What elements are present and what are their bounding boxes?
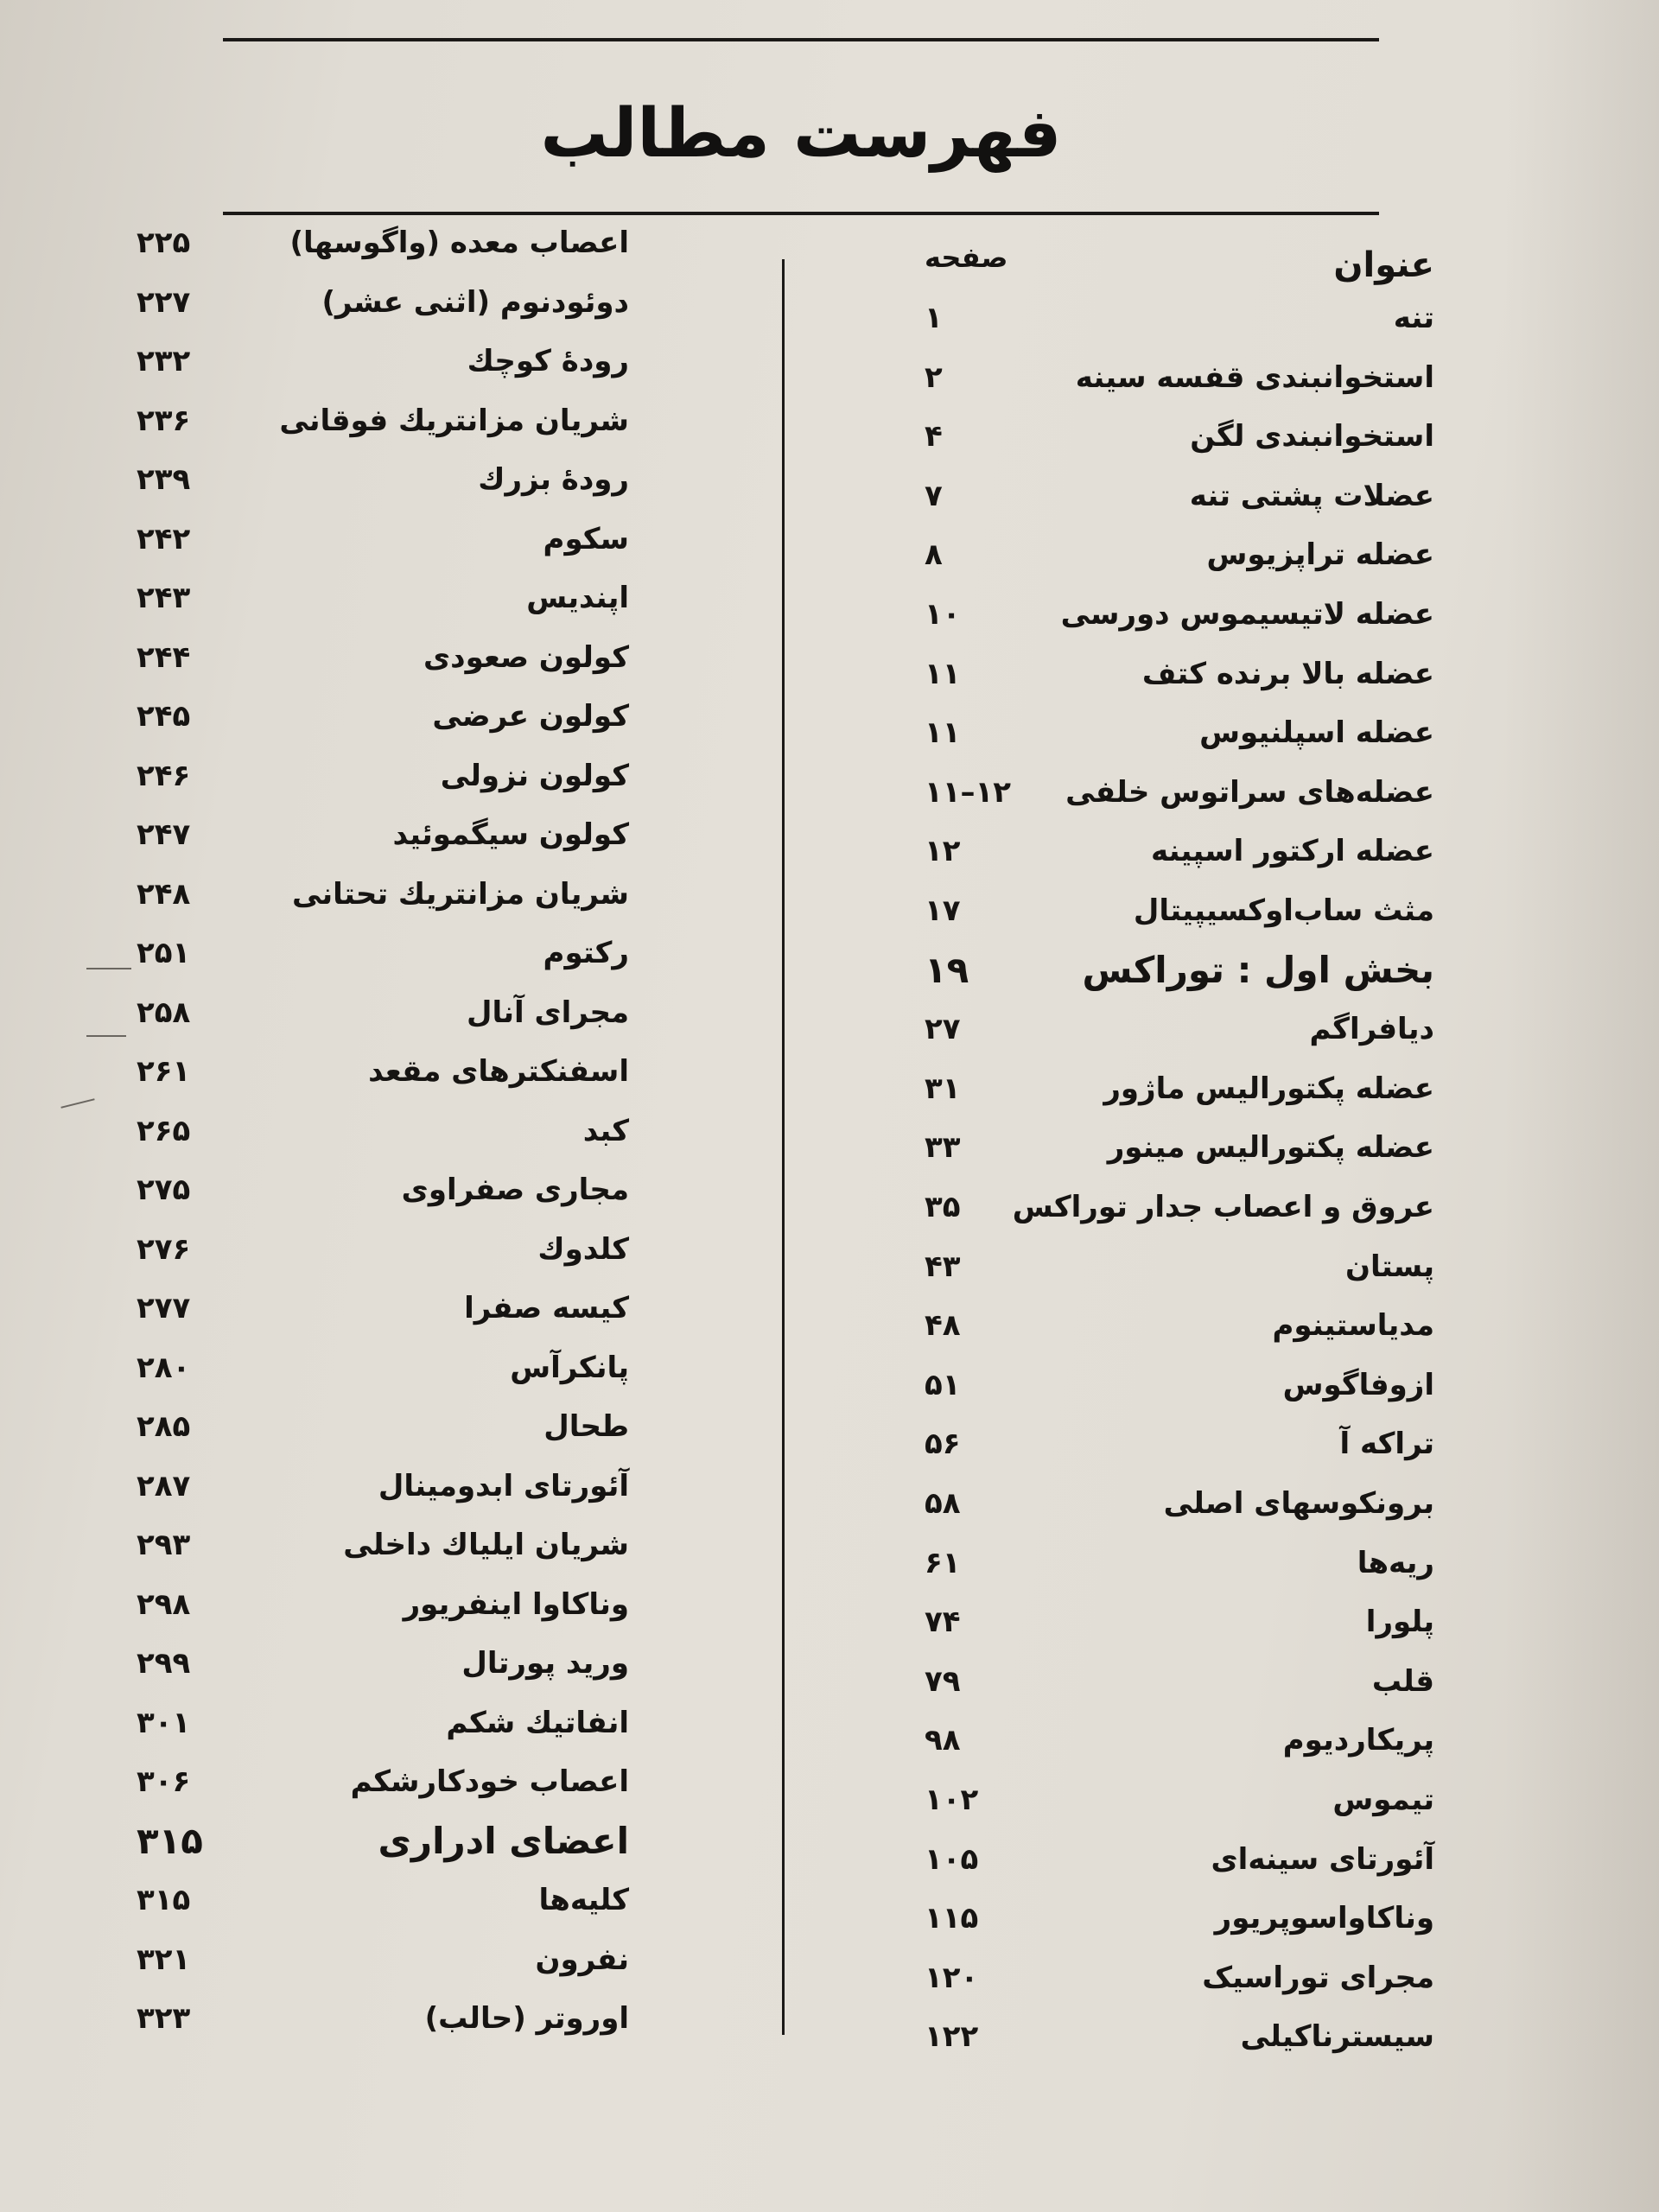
entry-title: شریان مزانتریك تحتانی: [292, 876, 629, 912]
toc-entry: [137, 511, 629, 568]
entry-page-number: ۲۴۷: [137, 817, 191, 852]
entry-page-number: ۲۴۲: [137, 521, 191, 556]
entry-page-number: ۲۷: [925, 1012, 961, 1047]
entry-page-number: ۷۴: [925, 1605, 961, 1640]
entry-page-number: ۲۵۱: [137, 936, 191, 970]
entry-page-number: ۲۸۰: [137, 1350, 191, 1385]
toc-entry: [137, 629, 629, 686]
column-divider: [782, 259, 785, 2035]
entry-title: پستان: [1344, 1249, 1434, 1284]
entry-title: اپندیس: [526, 581, 629, 615]
entry-page-number: ۱۹: [925, 948, 969, 991]
toc-entry: [925, 1593, 1434, 1650]
entry-title: قلب: [1371, 1663, 1434, 1699]
toc-entry: [925, 1535, 1434, 1592]
top-rule: [223, 38, 1379, 41]
entry-page-number: ۱۷: [925, 893, 961, 928]
toc-entry: [925, 1415, 1434, 1472]
entry-page-number: ۲۹۹: [137, 1646, 191, 1681]
page-shadow: [1503, 0, 1659, 2212]
toc-entry: [137, 1280, 629, 1337]
entry-page-number: ۲۴۶: [137, 758, 191, 793]
toc-entry: [925, 1357, 1434, 1414]
toc-entry: [137, 925, 629, 982]
entry-page-number: ۳۵: [925, 1190, 961, 1224]
entry-page-number: ۴۸: [925, 1308, 961, 1344]
entry-page-number: ۳۲۳: [137, 2001, 191, 2036]
entry-page-number: ۲۴۴: [137, 639, 191, 675]
toc-entry: [925, 1475, 1434, 1532]
toc-entry: [925, 823, 1434, 880]
toc-entry: [137, 688, 629, 745]
entry-page-number: ۱۲: [925, 834, 961, 869]
toc-entry: [137, 1576, 629, 1633]
entry-title: وناکاوا اینفریور: [403, 1586, 629, 1622]
entry-page-number: ۴۳: [925, 1249, 961, 1284]
entry-title: رکتوم: [543, 936, 629, 970]
entry-page-number: ۷۹: [925, 1663, 961, 1699]
entry-page-number: ۱: [925, 301, 943, 335]
toc-entry: [925, 1949, 1434, 2006]
entry-page-number: ۱۱: [925, 656, 961, 691]
entry-page-number: ۲: [925, 359, 943, 395]
entry-title: پانکرآس: [510, 1350, 629, 1385]
toc-entry: [925, 1119, 1434, 1176]
entry-page-number: ۲۲۷: [137, 284, 191, 320]
entry-page-number: ۲۴۵: [137, 699, 191, 734]
header-title-label: عنوان: [1333, 245, 1434, 285]
entry-page-number: ۲۶۵: [137, 1113, 191, 1148]
entry-page-number: ۱۰۲: [925, 1783, 979, 1817]
entry-title: شریان ایلیاك داخلی: [343, 1528, 629, 1562]
entry-page-number: ۶۱: [925, 1545, 961, 1580]
entry-title: نفرون: [535, 1942, 629, 1977]
entry-title: کولون سیگموئید: [392, 817, 629, 852]
entry-title: کلیه‌ها: [538, 1883, 629, 1917]
toc-entry: [925, 1001, 1434, 1058]
entry-page-number: ۵۱: [925, 1367, 961, 1402]
toc-entry: [137, 274, 629, 331]
entry-title: کلدوك: [537, 1231, 629, 1267]
toc-section-heading: [137, 1813, 629, 1870]
entry-title: اعصاب معده (واگوسها): [289, 226, 629, 260]
entry-title: آئورتای ابدومینال: [378, 1468, 629, 1503]
toc-entry: [137, 1872, 629, 1929]
toc-entry: [925, 1297, 1434, 1354]
entry-title: دیافراگم: [1309, 1012, 1434, 1047]
toc-entry: [137, 214, 629, 271]
entry-page-number: ۲۳۶: [137, 403, 191, 438]
toc-entry: [925, 1060, 1434, 1117]
entry-title: کیسه صفرا: [464, 1291, 629, 1325]
header-page-label: صفحه: [925, 241, 1008, 274]
entry-title: مجرای آنال: [466, 995, 629, 1030]
entry-page-number: ۱۱: [925, 715, 961, 751]
entry-page-number: ۳۱۵: [137, 1819, 203, 1862]
toc-entry: [137, 1398, 629, 1455]
page-title: فهرست مطالب: [540, 95, 1062, 173]
entry-page-number: ۱۰۵: [925, 1841, 979, 1877]
entry-page-number: ۲۷۵: [137, 1173, 191, 1207]
entry-title: دوئودنوم (اثنی عشر): [321, 284, 629, 320]
pencil-mark: [60, 1098, 94, 1109]
entry-page-number: ۲۳۹: [137, 462, 191, 497]
entry-title: عضلات پشتی تنه: [1189, 478, 1434, 513]
toc-entry: [925, 1890, 1434, 1947]
toc-entry: [925, 764, 1434, 821]
entry-title: کولون صعودی: [423, 639, 629, 675]
toc-entry: [137, 333, 629, 390]
toc-entry: [137, 1635, 629, 1692]
entry-page-number: ۵۶: [925, 1427, 961, 1462]
toc-entry: [925, 289, 1434, 346]
toc-entry: [137, 1339, 629, 1396]
toc-entry: [925, 1179, 1434, 1236]
entry-title: عضله ارکتور اسپینه: [1150, 834, 1434, 869]
entry-title: عضله‌های سراتوس خلفی: [1065, 774, 1434, 810]
entry-title: برونکوسهای اصلی: [1163, 1486, 1434, 1521]
entry-title: سکوم: [543, 521, 629, 556]
entry-page-number: ۲۴۸: [137, 876, 191, 912]
toc-section-heading: [925, 942, 1434, 999]
toc-entry: [137, 1221, 629, 1278]
pencil-mark: [86, 1035, 126, 1037]
entry-page-number: ۲۵۸: [137, 995, 191, 1030]
entry-title: اعصاب خودکارشکم: [350, 1764, 629, 1799]
toc-entry: [137, 392, 629, 449]
entry-title: تنه: [1393, 301, 1434, 335]
entry-page-number: ۲۹۳: [137, 1528, 191, 1562]
entry-page-number: ۷: [925, 478, 943, 513]
entry-page-number: ۲۷۶: [137, 1231, 191, 1267]
toc-entry: [137, 806, 629, 863]
toc-entry: [137, 1931, 629, 1988]
entry-page-number: ۸: [925, 537, 943, 573]
toc-entry: [925, 645, 1434, 702]
toc-entry: [137, 1161, 629, 1218]
entry-page-number: ۲۳۲: [137, 344, 191, 378]
entry-page-number: ۳۰۱: [137, 1705, 191, 1740]
entry-title: پریکاردیوم: [1282, 1723, 1434, 1758]
entry-title: عضله تراپزیوس: [1206, 537, 1434, 573]
entry-title: کبد: [582, 1113, 629, 1148]
toc-entry: [925, 349, 1434, 406]
entry-title: تراکه آ: [1339, 1427, 1434, 1462]
entry-title: عضله اسپلنیوس: [1199, 715, 1434, 751]
toc-entry: [925, 704, 1434, 761]
toc-entry: [137, 984, 629, 1041]
toc-entry: [925, 1238, 1434, 1295]
entry-page-number: ۲۹۸: [137, 1586, 191, 1622]
entry-title: مثث ساب‌اوکسیپیتال: [1133, 893, 1434, 928]
entry-page-number: ۱۰: [925, 597, 961, 632]
entry-title: شریان مزانتریك فوقانی: [279, 403, 629, 438]
entry-page-number: ۳۳: [925, 1130, 961, 1166]
entry-page-number: ۳۰۶: [137, 1764, 191, 1799]
entry-title: ازوفاگوس: [1282, 1367, 1434, 1402]
entry-title: تیموس: [1332, 1783, 1434, 1817]
toc-entry: [137, 1516, 629, 1573]
entry-title: اعضای ادراری: [378, 1819, 629, 1862]
entry-title: عضله پکتورالیس مینور: [1107, 1130, 1434, 1166]
entry-page-number: ۳۲۱: [137, 1942, 191, 1977]
entry-page-number: ۱۲۲: [925, 2019, 979, 2055]
entry-page-number: ۱۲۰: [925, 1960, 979, 1995]
entry-title: عضله پکتورالیس ماژور: [1103, 1071, 1434, 1106]
entry-page-number: ۵۸: [925, 1486, 961, 1521]
entry-title: رودهٔ بزرك: [478, 462, 629, 497]
toc-entry: [925, 1831, 1434, 1888]
toc-entry: [925, 1771, 1434, 1828]
entry-title: اوروتر (حالب): [424, 2001, 629, 2036]
entry-page-number: ۴: [925, 419, 943, 454]
toc-entry: [925, 467, 1434, 524]
entry-title: مجاری صفراوی: [401, 1173, 629, 1207]
toc-entry: [137, 1458, 629, 1515]
entry-title: کولون عرضی: [432, 699, 629, 734]
entry-title: سیسترناکیلی: [1240, 2019, 1434, 2055]
entry-title: مجرای توراسیک: [1202, 1960, 1434, 1995]
entry-title: رودهٔ کوچك: [467, 344, 629, 378]
entry-title: وناکاواسوپریور: [1214, 1901, 1434, 1936]
entry-page-number: ۲۸۷: [137, 1468, 191, 1503]
entry-title: ورید پورتال: [461, 1646, 629, 1681]
entry-page-number: ۱۱–۱۲: [925, 774, 1012, 810]
entry-title: بخش اول : توراکس: [1082, 948, 1434, 991]
toc-entry: [925, 1653, 1434, 1710]
entry-title: انفاتیك شکم: [446, 1705, 629, 1740]
entry-page-number: ۲۴۳: [137, 581, 191, 615]
toc-entry: [137, 1753, 629, 1810]
toc-entry: [137, 1990, 629, 2047]
entry-page-number: ۳۱: [925, 1071, 961, 1106]
toc-entry: [925, 1712, 1434, 1769]
toc-entry: [925, 408, 1434, 465]
entry-title: اسفنکترهای مقعد: [368, 1054, 629, 1089]
entry-page-number: ۲۸۵: [137, 1409, 191, 1444]
pencil-mark: [86, 968, 131, 969]
toc-entry: [137, 1694, 629, 1751]
toc-entry: [137, 747, 629, 804]
entry-page-number: ۲۶۱: [137, 1054, 191, 1089]
toc-entry: [137, 1043, 629, 1100]
entry-title: عضله بالا برنده کتف: [1141, 656, 1434, 691]
toc-entry: [137, 1103, 629, 1160]
entry-page-number: ۱۱۵: [925, 1901, 979, 1936]
toc-entry: [925, 526, 1434, 583]
entry-page-number: ۲۲۵: [137, 226, 191, 260]
entry-title: پلورا: [1365, 1605, 1434, 1640]
toc-entry: [137, 569, 629, 626]
entry-title: عضله لاتیسیموس دورسی: [1060, 597, 1434, 632]
toc-entry: [925, 882, 1434, 939]
entry-title: طحال: [543, 1409, 629, 1444]
entry-page-number: ۳۱۵: [137, 1883, 191, 1917]
entry-title: عروق و اعصاب جدار توراکس: [1012, 1190, 1434, 1224]
entry-title: آئورتای سینه‌ای: [1211, 1841, 1434, 1877]
entry-page-number: ۹۸: [925, 1723, 961, 1758]
entry-page-number: ۲۷۷: [137, 1291, 191, 1325]
toc-entry: [925, 586, 1434, 643]
entry-title: ریه‌ها: [1357, 1545, 1434, 1580]
toc-entry: [925, 2008, 1434, 2065]
toc-entry: [137, 866, 629, 923]
entry-title: کولون نزولی: [440, 758, 629, 793]
entry-title: استخوانبندی قفسه سینه: [1075, 359, 1434, 395]
entry-title: استخوانبندی لگن: [1190, 419, 1434, 454]
entry-title: مدیاستینوم: [1272, 1308, 1434, 1344]
toc-entry: [137, 451, 629, 508]
